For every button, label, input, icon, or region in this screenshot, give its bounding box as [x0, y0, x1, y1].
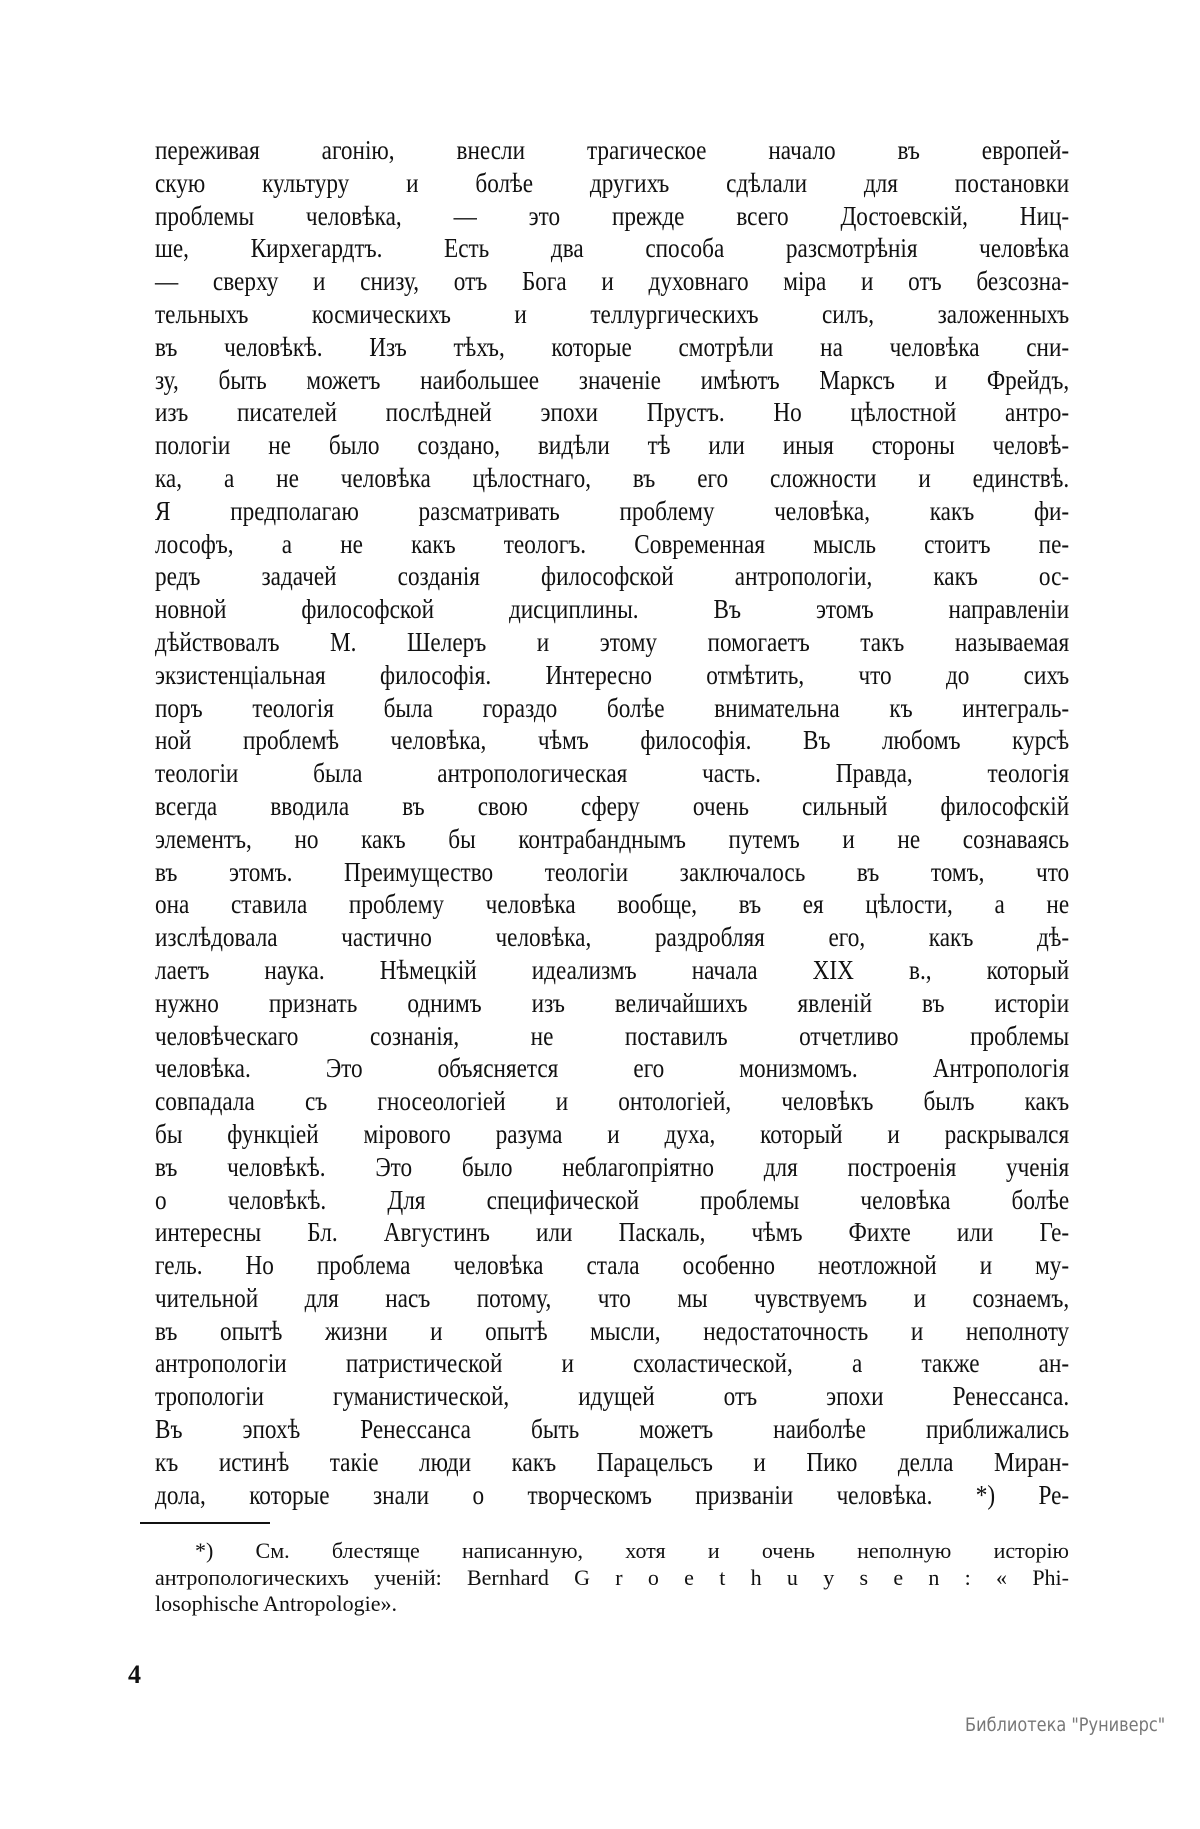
text-line: дола, которые знали о творческомъ призваніи человѣка. *) Ре-	[155, 1479, 1070, 1510]
footnote-divider	[140, 1522, 270, 1524]
text-line: чительной для насъ потому, что мы чувствуемъ и сознаемъ,	[155, 1282, 1070, 1313]
text-line: въ человѣкѣ. Это было неблагопріятно для построенія ученія	[155, 1151, 1070, 1182]
library-watermark: Библиотека "Руниверс"	[965, 1714, 1166, 1736]
footnote-line: *) См. блестяще написанную, хотя и очень неполную исторію	[195, 1538, 1069, 1563]
text-line: всегда вводила въ свою сферу очень сильный философскій	[155, 790, 1070, 821]
text-line: пологіи не было создано, видѣли тѣ или иныя стороны человѣ-	[155, 430, 1070, 461]
text-line: дѣйствовалъ М. Шелеръ и этому помогаетъ такъ называемая	[155, 626, 1070, 657]
text-line: ше, Кирхегардтъ. Есть два способа разсмотрѣнія человѣка	[155, 233, 1070, 264]
text-line: она ставила проблему человѣка вообще, въ ея цѣлости, а не	[155, 889, 1070, 920]
text-line: гель. Но проблема человѣка стала особенно неотложной и му-	[155, 1250, 1070, 1281]
text-line: — сверху и снизу, отъ Бога и духовнаго міра и отъ безсозна-	[155, 266, 1070, 297]
text-line: Я предполагаю разсматривать проблему человѣка, какъ фи-	[155, 495, 1070, 526]
text-line: лаетъ наука. Нѣмецкій идеализмъ начала XIX в., который	[155, 954, 1070, 985]
text-line: антропологіи патристической и схоластической, а также ан-	[155, 1348, 1070, 1379]
text-line: тельныхъ космическихъ и теллургическихъ силъ, заложенныхъ	[155, 298, 1070, 329]
footnote-line: антропологическихъ ученій: Bernhard G r o e t h u y s e n : « Phi-	[155, 1564, 1069, 1590]
text-line: тропологіи гуманистической, идущей отъ эпохи Ренессанса.	[155, 1381, 1070, 1412]
text-line: новной философской дисциплины. Въ этомъ направленіи	[155, 594, 1070, 625]
text-line: человѣческаго сознанія, не поставилъ отчетливо проблемы	[155, 1020, 1070, 1051]
text-line: человѣка. Это объясняется его монизмомъ. Антропологія	[155, 1053, 1070, 1084]
text-line: въ человѣкѣ. Изъ тѣхъ, которые смотрѣли на человѣка сни-	[155, 331, 1070, 362]
text-line: теологіи была антропологическая часть. Правда, теологія	[155, 758, 1070, 789]
text-line: ной проблемѣ человѣка, чѣмъ философія. Въ любомъ курсѣ	[155, 725, 1070, 756]
text-line: въ опытѣ жизни и опытѣ мысли, недостаточность и неполноту	[155, 1315, 1070, 1346]
text-line: нужно признать однимъ изъ величайшихъ явленій въ исторіи	[155, 987, 1070, 1018]
text-line: проблемы человѣка, — это прежде всего Достоевскій, Ниц-	[155, 200, 1070, 231]
text-line: изслѣдовала частично человѣка, раздробляя его, какъ дѣ-	[155, 922, 1070, 953]
text-line: поръ теологія была гораздо болѣе внимательна къ интеграль-	[155, 692, 1070, 723]
text-line: зу, быть можетъ наибольшее значеніе имѣютъ Марксъ и Фрейдъ,	[155, 364, 1070, 395]
text-line: Въ эпохѣ Ренессанса быть можетъ наиболѣе приближались	[155, 1414, 1070, 1445]
footnote-line: losophische Antropologie».	[155, 1591, 397, 1616]
text-line: въ этомъ. Преимущество теологіи заключалось въ томъ, что	[155, 856, 1070, 887]
text-line: ка, а не человѣка цѣлостнаго, въ его сложности и единствѣ.	[155, 462, 1070, 493]
text-line: интересны Бл. Августинъ или Паскаль, чѣмъ Фихте или Ге-	[155, 1217, 1070, 1248]
text-line: скую культуру и болѣе другихъ сдѣлали для постановки	[155, 167, 1070, 198]
text-line: редъ задачей созданія философской антропологіи, какъ ос-	[155, 561, 1070, 592]
body-text	[155, 134, 1069, 1511]
text-line: о человѣкѣ. Для специфической проблемы человѣка болѣе	[155, 1184, 1070, 1215]
text-line: изъ писателей послѣдней эпохи Прустъ. Но цѣлостной антро-	[155, 397, 1070, 428]
text-line: экзистенціальная философія. Интересно отмѣтить, что до сихъ	[155, 659, 1070, 690]
footnote	[155, 1538, 1069, 1618]
text-line: къ истинѣ такіе люди какъ Парацельсъ и Пико делла Миран-	[155, 1446, 1070, 1477]
text-line: переживая агонію, внесли трагическое начало въ европей-	[155, 135, 1070, 165]
text-line: элементъ, но какъ бы контрабанднымъ путемъ и не сознаваясь	[155, 823, 1070, 854]
text-line: совпадала съ гносеологіей и онтологіей, человѣкъ былъ какъ	[155, 1086, 1070, 1117]
page-number: 4	[128, 1660, 141, 1689]
text-line: бы функціей мірового разума и духа, который и раскрывался	[155, 1118, 1070, 1149]
text-line: лософъ, а не какъ теологъ. Современная мысль стоитъ пе-	[155, 528, 1070, 559]
